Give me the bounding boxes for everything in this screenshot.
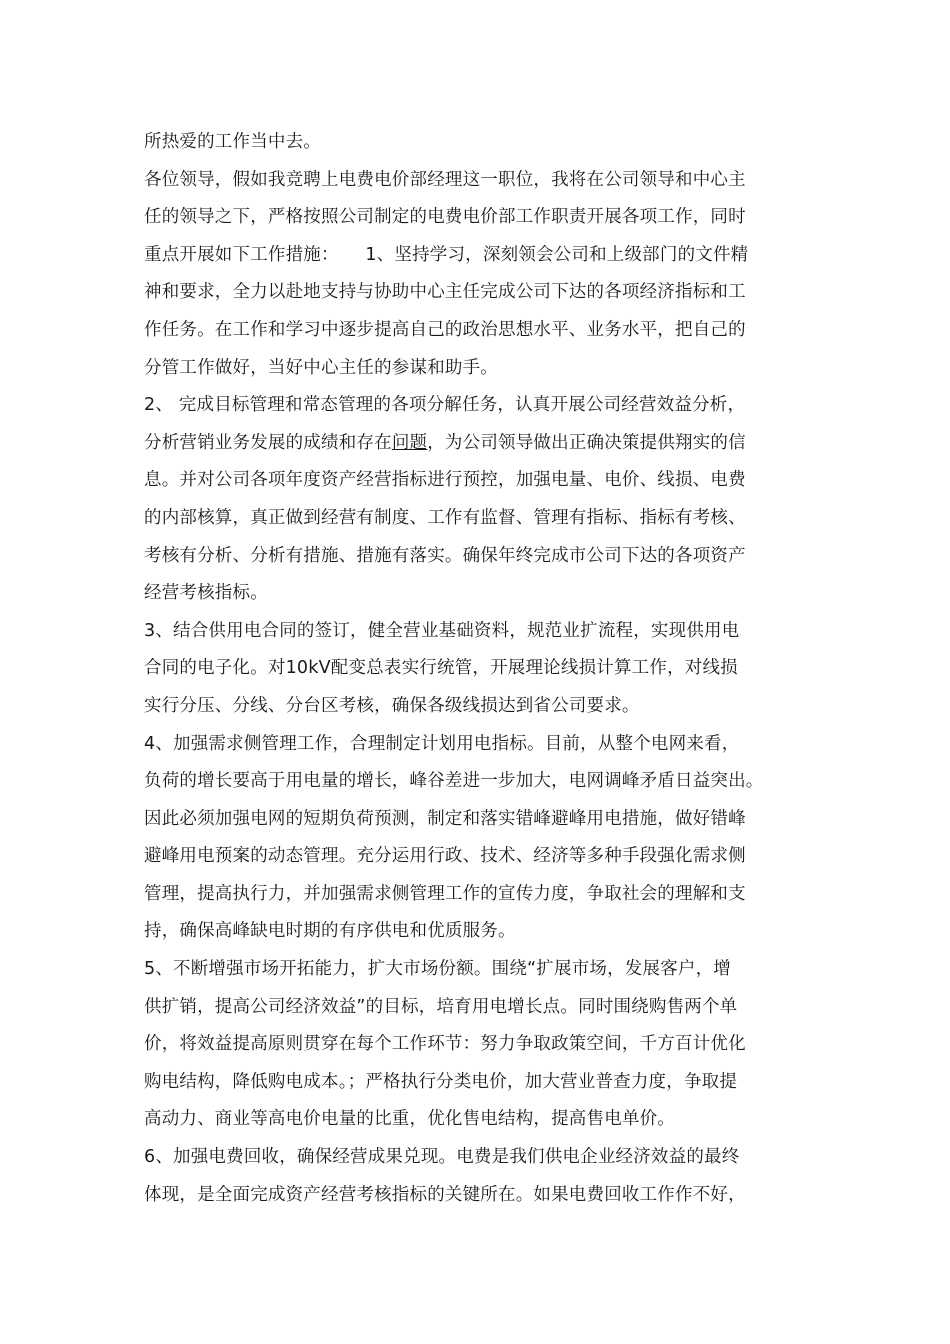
text-line: 3、结合供用电合同的签订，健全营业基础资料，规范业扩流程，实现供用电 xyxy=(144,620,740,641)
text-line: 高动力、商业等高电价电量的比重，优化售电结构，提高售电单价。 xyxy=(144,1109,675,1130)
text-line: 负荷的增长要高于用电量的增长，峰谷差进一步加大，电网调峰矛盾日益突出。 xyxy=(144,771,764,792)
text-segment: ，为公司领导做出正确决策提供翔实的信 xyxy=(427,432,746,453)
text-line-with-link xyxy=(144,425,824,463)
text-line: 任的领导之下，严格按照公司制定的电费电价部工作职责开展各项工作，同时 xyxy=(144,207,746,228)
text-line: 神和要求，全力以赴地支持与协助中心主任完成公司下达的各项经济指标和工 xyxy=(144,282,746,303)
document-body xyxy=(144,124,824,1214)
text-line: 4、加强需求侧管理工作，合理制定计划用电指标。目前，从整个电网来看， xyxy=(144,733,740,754)
text-line: 实行分压、分线、分台区考核，确保各级线损达到省公司要求。 xyxy=(144,695,640,716)
text-line: 考核有分析、分析有措施、措施有落实。确保年终完成市公司下达的各项资产 xyxy=(144,545,746,566)
text-line: 体现，是全面完成资产经营考核指标的关键所在。如果电费回收工作作不好， xyxy=(144,1184,746,1205)
text-line: 5、不断增强市场开拓能力，扩大市场份额。围绕“扩展市场，发展客户，增 xyxy=(144,959,731,980)
text-line: 价，将效益提高原则贯穿在每个工作环节：努力争取政策空间，千方百计优化 xyxy=(144,1034,746,1055)
text-line: 购电结构，降低购电成本。；严格执行分类电价，加大营业普查力度，争取提 xyxy=(144,1071,738,1092)
text-line: 经营考核指标。 xyxy=(144,583,268,604)
text-line: 各位领导，假如我竞聘上电费电价部经理这一职位，我将在公司领导和中心主 xyxy=(144,169,746,190)
text-line: 作任务。在工作和学习中逐步提高自己的政治思想水平、业务水平，把自己的 xyxy=(144,319,746,340)
text-line: 重点开展如下工作措施： 1、坚持学习，深刻领会公司和上级部门的文件精 xyxy=(144,244,749,265)
text-line: 避峰用电预案的动态管理。充分运用行政、技术、经济等多种手段强化需求侧 xyxy=(144,846,746,867)
text-line: 2、 完成目标管理和常态管理的各项分解任务，认真开展公司经营效益分析， xyxy=(144,395,746,416)
text-line: 持，确保高峰缺电时期的有序供电和优质服务。 xyxy=(144,921,516,942)
wenti-link[interactable]: 问题 xyxy=(391,432,428,453)
text-line: 分管工作做好，当好中心主任的参谋和助手。 xyxy=(144,357,498,378)
text-line: 6、加强电费回收，确保经营成果兑现。电费是我们供电企业经济效益的最终 xyxy=(144,1147,740,1168)
text-line: 合同的电子化。对10kV配变总表实行统管，开展理论线损计算工作，对线损 xyxy=(144,658,738,679)
text-line: 息。并对公司各项年度资产经营指标进行预控，加强电量、电价、线损、电费 xyxy=(144,470,746,491)
text-line: 的内部核算，真正做到经营有制度、工作有监督、管理有指标、指标有考核、 xyxy=(144,507,746,528)
text-line: 管理，提高执行力，并加强需求侧管理工作的宣传力度，争取社会的理解和支 xyxy=(144,883,746,904)
text-line: 因此必须加强电网的短期负荷预测，制定和落实错峰避峰用电措施，做好错峰 xyxy=(144,808,746,829)
text-segment: 分析营销业务发展的成绩和存在 xyxy=(144,432,392,453)
text-line: 所热爱的工作当中去。 xyxy=(144,132,321,152)
text-line: 供扩销，提高公司经济效益”的目标，培育用电增长点。同时围绕购售两个单 xyxy=(144,996,738,1017)
